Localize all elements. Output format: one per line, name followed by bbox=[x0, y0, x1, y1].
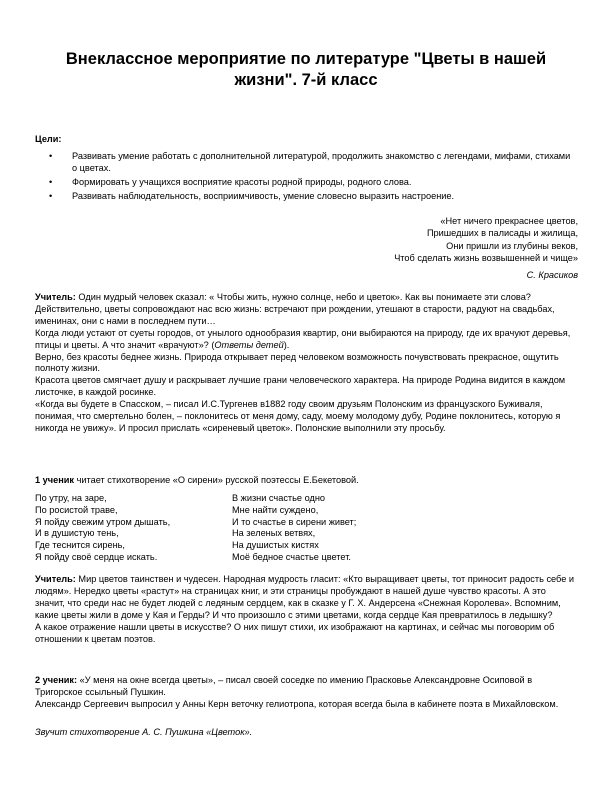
epigraph-line: Пришедших в палисады и жилища, bbox=[426, 228, 578, 239]
closing-note: Звучит стихотворение А. С. Пушкина «Цветок». bbox=[35, 727, 253, 737]
goal-item: • Развивать умение работать с дополнительной литературой, продолжить знакомство с легендами, мифами, стихами о цветах. bbox=[35, 150, 575, 174]
speaker-label: Учитель: bbox=[35, 292, 76, 302]
paragraph: «Когда вы будете в Спасском, – писал И.С.Тургенев в1882 году своим друзьям Полонским из французского Буживаля, понимая, что смертельно болен, – поклонитесь от меня дому, саду, моему молодому дубу, Родине поклонитесь, которую я никогда не увижу». И просил прислать «сиреневый цветок». Полонские выполнили эту просьбу. bbox=[35, 399, 561, 433]
paragraph: Верно, без красоты беднее жизнь. Природа открывает перед человеком возможность почувствовать прекрасное, ощутить полноту жизни. bbox=[35, 351, 559, 374]
stage-note: Ответы детей bbox=[214, 339, 284, 350]
teacher-intro bbox=[35, 292, 577, 435]
goal-item: • Развивать наблюдательность, восприимчивость, умение словесно выразить настроение. bbox=[35, 190, 575, 202]
poem-line: На зеленых ветвях, bbox=[232, 528, 316, 539]
paragraph: А какое отражение нашли цветы в искусстве? О них пишут стихи, их изображают на картинах, и сейчас мы поговорим об отношении к цветам поэтов. bbox=[35, 621, 555, 644]
epigraph-line: Они пришли из глубины веков, bbox=[446, 240, 578, 251]
paragraph: 2 ученик: «У меня на окне всегда цветы», – писал своей соседке по имению Прасковье Александровне Осиповой в Тригорское ссыльный Пушкин. bbox=[35, 675, 533, 697]
student2-intro bbox=[35, 675, 577, 711]
poem-line: Моё бедное счастье цветет. bbox=[232, 551, 351, 562]
poem-line: И то счастье в сирени живет; bbox=[232, 516, 357, 527]
teacher-flowers bbox=[35, 574, 577, 645]
poem-line: По утру, на заре, bbox=[35, 493, 107, 503]
paragraph: Александр Сергеевич выпросил у Анны Керн веточку гелиотропа, которая всегда была в кабинете поэта в Михайловском. bbox=[35, 698, 559, 709]
speaker-label: Учитель: bbox=[35, 574, 76, 584]
poem-lilac bbox=[35, 493, 575, 564]
epigraph-line: «Нет ничего прекраснее цветов, bbox=[440, 216, 578, 226]
paragraph: Когда люди устают от суеты городов, от унылого однообразия квартир, они выбираются на природу, где их врачуют деревья, птицы и цветы. А что значит «врачуют»? (Ответы детей). bbox=[35, 327, 571, 350]
speaker-label: 2 ученик: bbox=[35, 675, 78, 685]
epigraph bbox=[394, 215, 578, 281]
goal-item: • Формировать у учащихся восприятие красоты родной природы, родного слова. bbox=[35, 176, 575, 188]
poem-line: И в душистую тень, bbox=[35, 528, 119, 539]
paragraph: Действительно, цветы сопровождают нас всю жизнь: встречают при рождении, утешают в старости, радуют на свадьбах, именинах, они с нами в последнем пути… bbox=[35, 303, 555, 326]
poem-line: Я пойду своё сердце искать. bbox=[35, 551, 158, 562]
poem-line: Я пойду свежим утром дышать, bbox=[35, 516, 171, 527]
paragraph: Красота цветов смягчает душу и раскрывает лучшие грани человеческого характера. На природе Родина видится в каждом листочке, в каждой росинке. bbox=[35, 375, 566, 398]
speaker-label: 1 ученик bbox=[35, 475, 75, 485]
paragraph: Учитель: Один мудрый человек сказал: « Чтобы жить, нужно солнце, небо и цветок». Как вы понимаете эти слова? bbox=[35, 292, 531, 302]
epigraph-line: Чтоб сделать жизнь возвышенней и чище» bbox=[394, 252, 578, 263]
poem-line: Где теснится сирень, bbox=[35, 540, 125, 551]
poem-line: Мне найти суждено, bbox=[232, 504, 319, 515]
epigraph-author: С. Красиков bbox=[526, 270, 578, 281]
poem-line: В жизни счастье одно bbox=[232, 493, 326, 503]
paragraph: 1 ученик читает стихотворение «О сирени» русской поэтессы Е.Бекетовой. bbox=[35, 475, 359, 485]
page-title: Внеклассное мероприятие по литературе "Цветы в нашей жизни". 7-й класс bbox=[65, 50, 547, 89]
goals-heading: Цели: bbox=[35, 134, 62, 144]
poem-line: По росистой траве, bbox=[35, 504, 118, 515]
paragraph: Учитель: Мир цветов таинствен и чудесен. Народная мудрость гласит: «Кто выращивает цветы, тот приносит радость себе и людям». Нередко цветы «растут» на страницах книг, и эти страницы пробуждают в нашей душе чувство красоты. А это значит, что среди нас не будет людей с ледяным сердцем, как в сказке у Г. Х. Андерсена «Снежная Королева». Вспомним, какие цветы жили в доме у Кая и Герды? И что произошло с этими цветами, когда сердце Кая превратилось в ледышку? bbox=[35, 574, 574, 620]
poem-line: На душистых кистях bbox=[232, 540, 319, 551]
goals-list bbox=[35, 150, 575, 204]
student1-intro bbox=[35, 475, 577, 487]
